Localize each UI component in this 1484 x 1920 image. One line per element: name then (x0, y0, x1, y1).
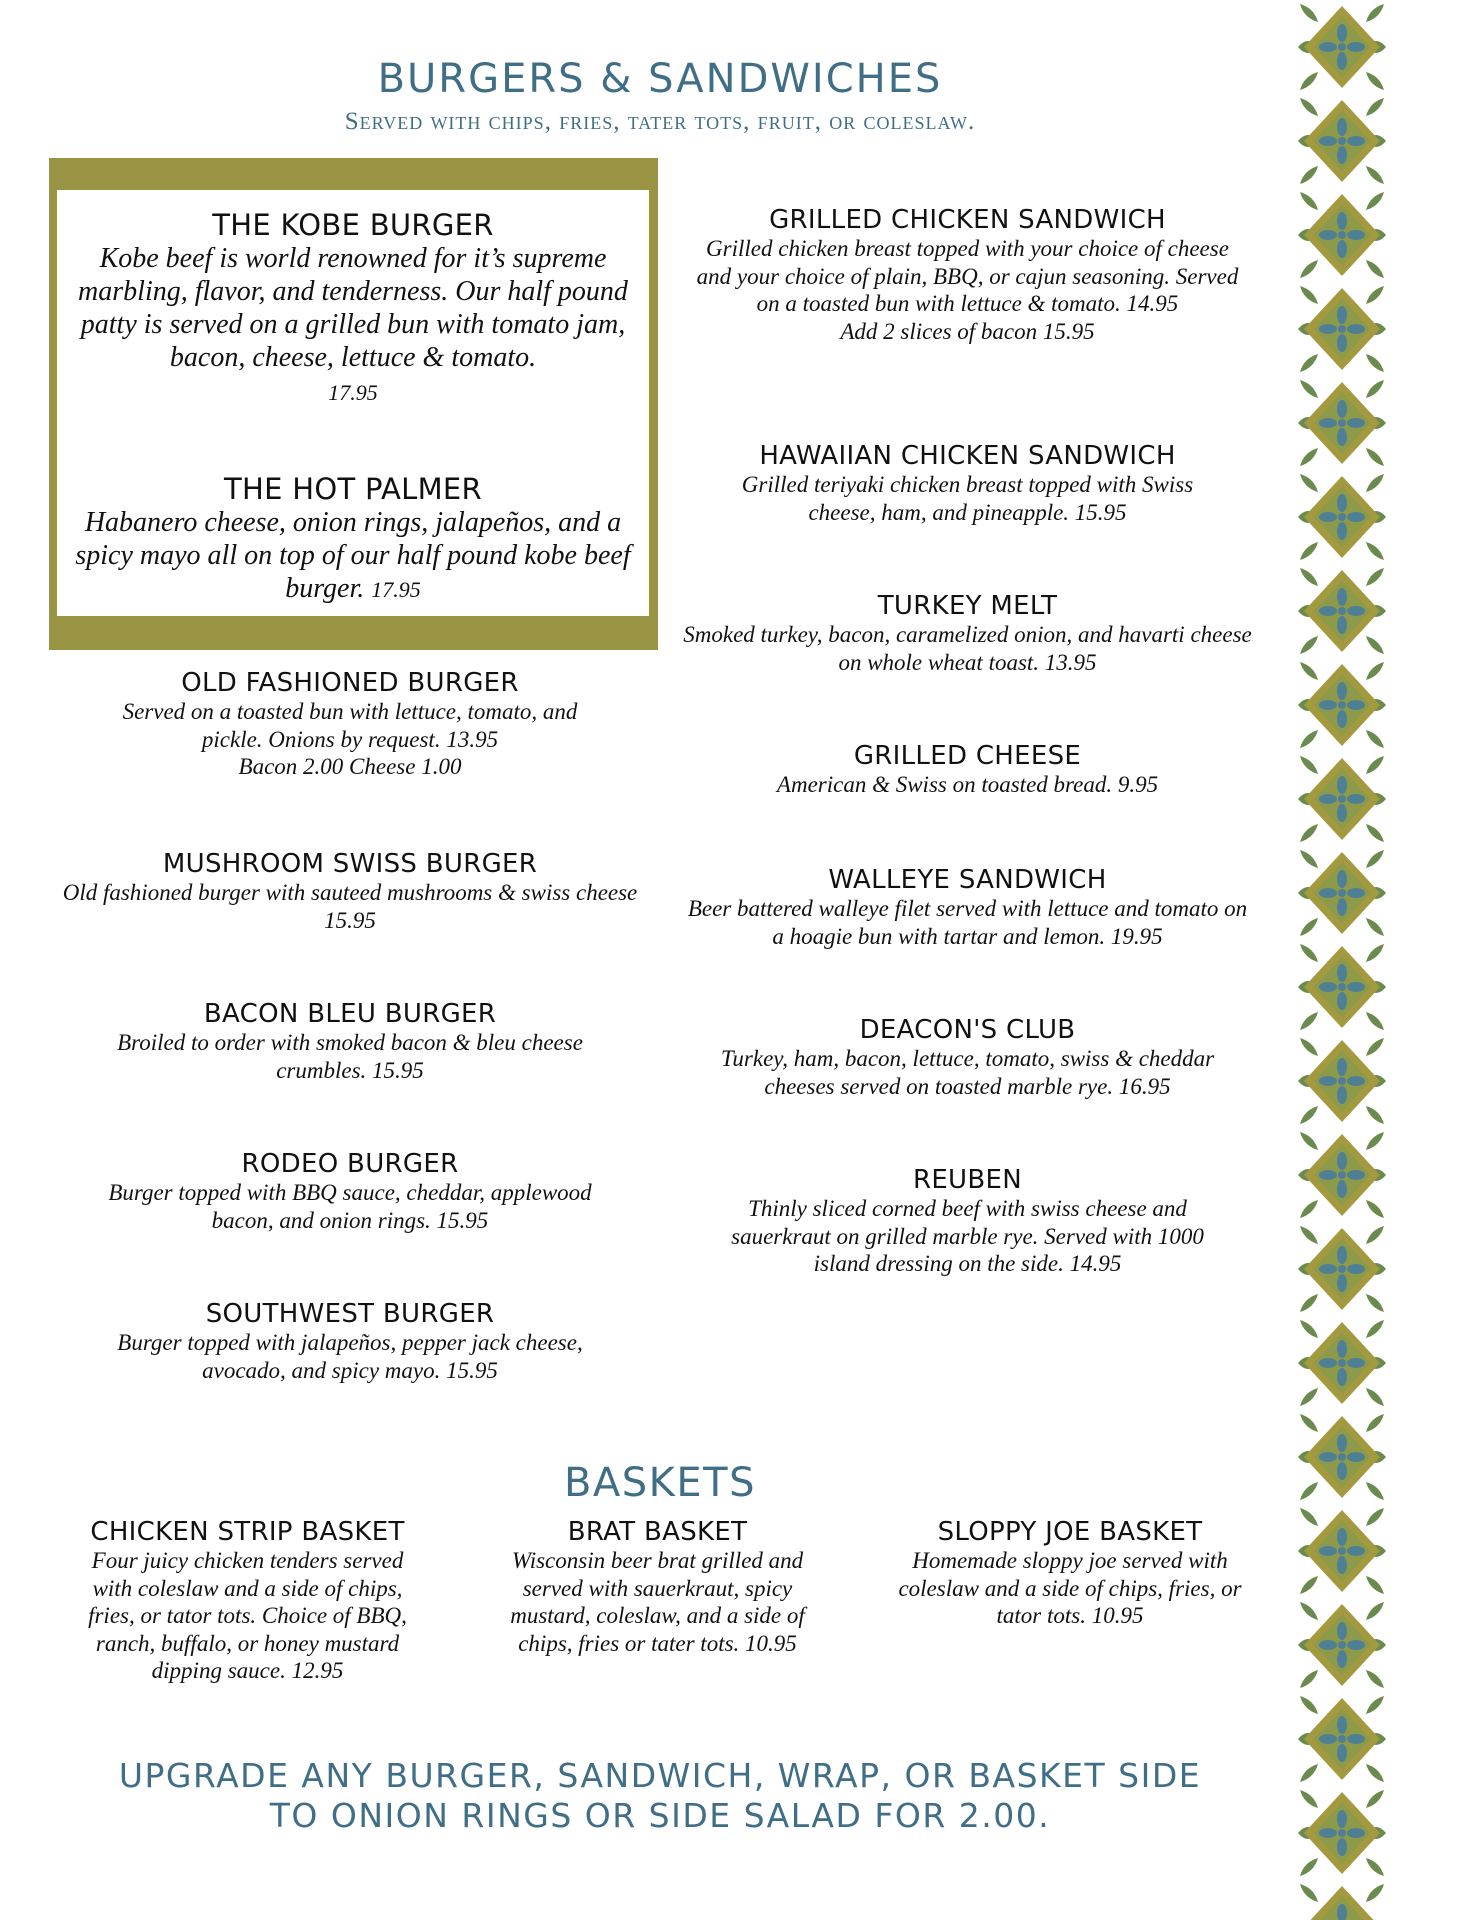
item-name: GRILLED CHICKEN SANDWICH (769, 205, 1166, 235)
item-name: CHICKEN STRIP BASKET (90, 1517, 405, 1547)
item-description: Thinly sliced corned beef with swiss cheese and sauerkraut on grilled marble rye. Served with 1000 island dressing on the side. 14.95 (731, 1196, 1204, 1276)
menu-item (60, 999, 640, 1084)
upgrade-note-line: TO ONION RINGS OR SIDE SALAD FOR 2.00. (269, 1796, 1051, 1835)
featured-item-kobe-burger (70, 208, 636, 406)
item-extra: Bacon 2.00 Cheese 1.00 (238, 754, 462, 779)
item-description: Kobe beef is world renowned for it’s supreme marbling, flavor, and tenderness. Our half pound patty is served on a grilled bun with tomato jam, bacon, cheese, lettuce & tomato. (78, 243, 628, 373)
item-description (70, 506, 636, 606)
basket-item (890, 1517, 1250, 1630)
menu-item (680, 1015, 1255, 1100)
upgrade-note-line: UPGRADE ANY BURGER, SANDWICH, WRAP, OR BASKET SIDE (118, 1756, 1202, 1795)
menu-item (680, 865, 1255, 950)
menu-item (680, 441, 1255, 526)
baskets-title: BASKETS (563, 1460, 757, 1506)
basket-item (70, 1517, 425, 1685)
item-name: RODEO BURGER (241, 1149, 459, 1179)
menu-item (680, 741, 1255, 799)
page-title: BURGERS & SANDWICHES (377, 56, 943, 102)
item-name: GRILLED CHEESE (853, 741, 1082, 771)
item-description: Grilled teriyaki chicken breast topped with Swiss cheese, ham, and pineapple. 15.95 (741, 472, 1194, 525)
item-name: SLOPPY JOE BASKET (937, 1517, 1203, 1547)
item-name: REUBEN (912, 1165, 1023, 1195)
item-description: Homemade sloppy joe served with coleslaw and a side of chips, fries, or tator tots. 10.95 (898, 1548, 1242, 1628)
upgrade-note (40, 1756, 1280, 1836)
item-description: Old fashioned burger with sauteed mushrooms & swiss cheese 15.95 (62, 880, 638, 933)
item-name: MUSHROOM SWISS BURGER (162, 849, 538, 879)
item-description: Grilled chicken breast topped with your choice of cheese and your choice of plain, BBQ, or cajun seasoning. Served on a toasted bun with lettuce & tomato. 14.95 (696, 236, 1239, 316)
menu-item (680, 1165, 1255, 1278)
item-name: BRAT BASKET (567, 1517, 748, 1547)
item-name: THE KOBE BURGER (212, 208, 494, 242)
item-description: American & Swiss on toasted bread. 9.95 (776, 772, 1159, 797)
item-name: OLD FASHIONED BURGER (181, 668, 519, 698)
item-name: HAWAIIAN CHICKEN SANDWICH (759, 441, 1176, 471)
item-description: Burger topped with jalapeños, pepper jack cheese, avocado, and spicy mayo. 15.95 (117, 1330, 583, 1383)
item-name: SOUTHWEST BURGER (205, 1299, 495, 1329)
decorative-border-pattern (1296, 0, 1388, 1920)
menu-item (680, 591, 1255, 676)
item-price: 17.95 (328, 380, 378, 405)
item-description: Broiled to order with smoked bacon & bleu cheese crumbles. 15.95 (117, 1030, 583, 1083)
item-name: WALLEYE SANDWICH (828, 865, 1107, 895)
basket-item (490, 1517, 825, 1657)
page-subtitle: Served with chips, fries, tater tots, fruit, or coleslaw. (344, 108, 976, 135)
item-price: 17.95 (371, 577, 421, 602)
item-description: Wisconsin beer brat grilled and served with sauerkraut, spicy mustard, coleslaw, and a side of chips, fries or tater tots. 10.95 (510, 1548, 805, 1656)
menu-item (60, 668, 640, 781)
item-description: Served on a toasted bun with lettuce, tomato, and pickle. Onions by request. 13.95 (122, 699, 578, 752)
item-name: TURKEY MELT (877, 591, 1058, 621)
menu-item (680, 205, 1255, 345)
item-name: THE HOT PALMER (224, 472, 482, 506)
item-description: Beer battered walleye filet served with lettuce and tomato on a hoagie bun with tartar and lemon. 19.95 (687, 896, 1248, 949)
item-extra: Add 2 slices of bacon 15.95 (840, 318, 1095, 344)
menu-item (60, 1149, 640, 1234)
item-description: Burger topped with BBQ sauce, cheddar, applewood bacon, and onion rings. 15.95 (108, 1180, 592, 1233)
featured-item-hot-palmer (70, 472, 636, 606)
item-description: Turkey, ham, bacon, lettuce, tomato, swiss & cheddar cheeses served on toasted marble rye. 16.95 (720, 1046, 1215, 1099)
item-description: Smoked turkey, bacon, caramelized onion, and havarti cheese on whole wheat toast. 13.95 (683, 622, 1252, 675)
menu-item (60, 1299, 640, 1384)
item-name: DEACON'S CLUB (859, 1015, 1076, 1045)
menu-item (60, 849, 640, 934)
item-name: BACON BLEU BURGER (203, 999, 497, 1029)
item-description: Four juicy chicken tenders served with coleslaw and a side of chips, fries, or tator tots. Choice of BBQ, ranch, buffalo, or honey mustard dipping sauce. 12.95 (88, 1548, 407, 1683)
item-description-text: Habanero cheese, onion rings, jalapeños, and a spicy mayo all on top of our half pound kobe beef burger. (75, 507, 631, 604)
